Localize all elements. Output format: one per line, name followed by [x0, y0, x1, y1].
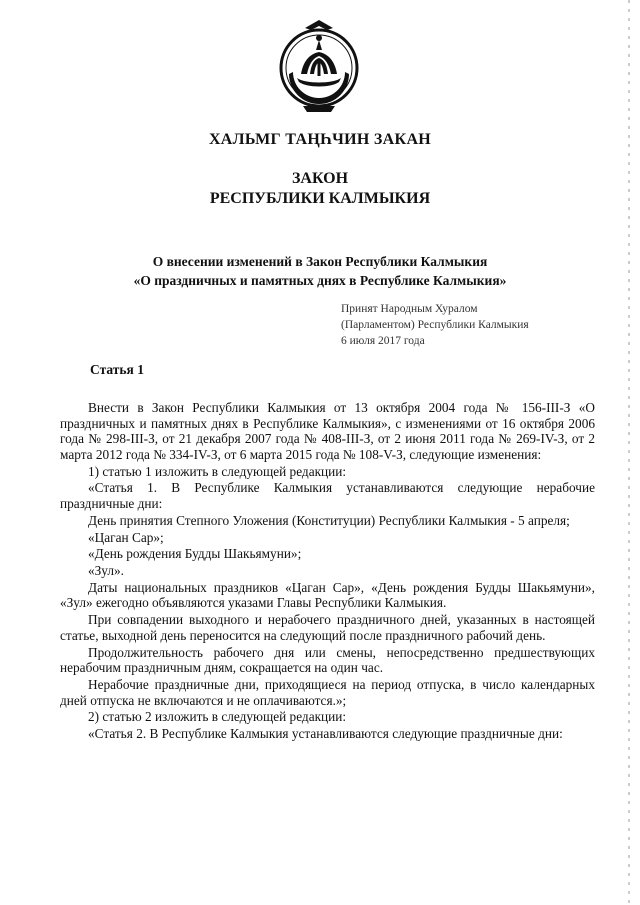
paragraph: Продолжительность рабочего дня или смены, непосредственно предшествующих нерабочим праздничным дням, сокращается на один час.: [60, 644, 595, 676]
paragraph: Нерабочие праздничные дни, приходящиеся на период отпуска, в число календарных дней отпуска не включаются и не оплачиваются.»;: [60, 676, 595, 708]
paragraph: При совпадении выходного и нерабочего праздничного дней, указанных в настоящей статье, выходной день переносится на следующий после праздничного рабочий день.: [60, 612, 595, 643]
paragraph: Даты национальных праздников «Цаган Сар», «День рождения Будды Шакьямуни», «Зул» ежегодно объявляются указами Главы Республики Калмыкия.: [60, 579, 595, 611]
adoption-note: [341, 301, 529, 349]
document-title-line2: «О праздничных и памятных днях в Республике Калмыкия»: [133, 273, 507, 288]
scan-edge-artifact: [628, 0, 630, 905]
title-law-block: [0, 169, 640, 209]
document-title-line1: О внесении изменений в Закон Республики Калмыкия: [152, 254, 488, 269]
document-title: [0, 252, 640, 290]
adoption-line2: (Парламентом) Республики Калмыкия: [341, 319, 529, 331]
kalmykia-emblem-icon: [275, 18, 363, 114]
article-heading: Статья 1: [90, 362, 144, 377]
paragraph: «День рождения Будды Шакьямуни»;: [88, 546, 302, 562]
paragraph: 2) статью 2 изложить в следующей редакции:: [88, 709, 347, 725]
title-kalmyk: ХАЛЬМГ ТАҢҺЧИН ЗАКАН: [208, 131, 432, 148]
article-body: [60, 400, 595, 743]
paragraph: День принятия Степного Уложения (Конституции) Республики Калмыкия - 5 апреля;: [88, 512, 570, 528]
title-republic: РЕСПУБЛИКИ КАЛМЫКИЯ: [209, 190, 431, 207]
paragraph: 1) статью 1 изложить в следующей редакции:: [88, 463, 347, 479]
paragraph: Внести в Закон Республики Калмыкия от 13 октября 2004 года № 156-III-З «О праздничных и памятных днях в Республике Калмыкия», с изменениями от 16 октября 2006 года № 298-III-З, от 21 декабря 2007 года № 408-III-З, от 2 июня 2011 года № 269-IV-З, от 2 марта 2012 года № 334-IV-З, от 6 марта 2015 года № 108-V-З, следующие изменения:: [60, 400, 595, 462]
paragraph: «Статья 2. В Республике Калмыкия устанавливаются следующие праздничные дни:: [88, 726, 563, 742]
adoption-line1: Принят Народным Хуралом: [341, 303, 478, 315]
paragraph: «Статья 1. В Республике Калмыкия устанавливаются следующие нерабочие праздничные дни:: [60, 480, 595, 511]
paragraph: «Цаган Сар»;: [88, 529, 164, 545]
title-law: ЗАКОН: [291, 170, 349, 187]
paragraph: «Зул».: [88, 563, 124, 579]
adoption-date: 6 июля 2017 года: [341, 335, 425, 347]
